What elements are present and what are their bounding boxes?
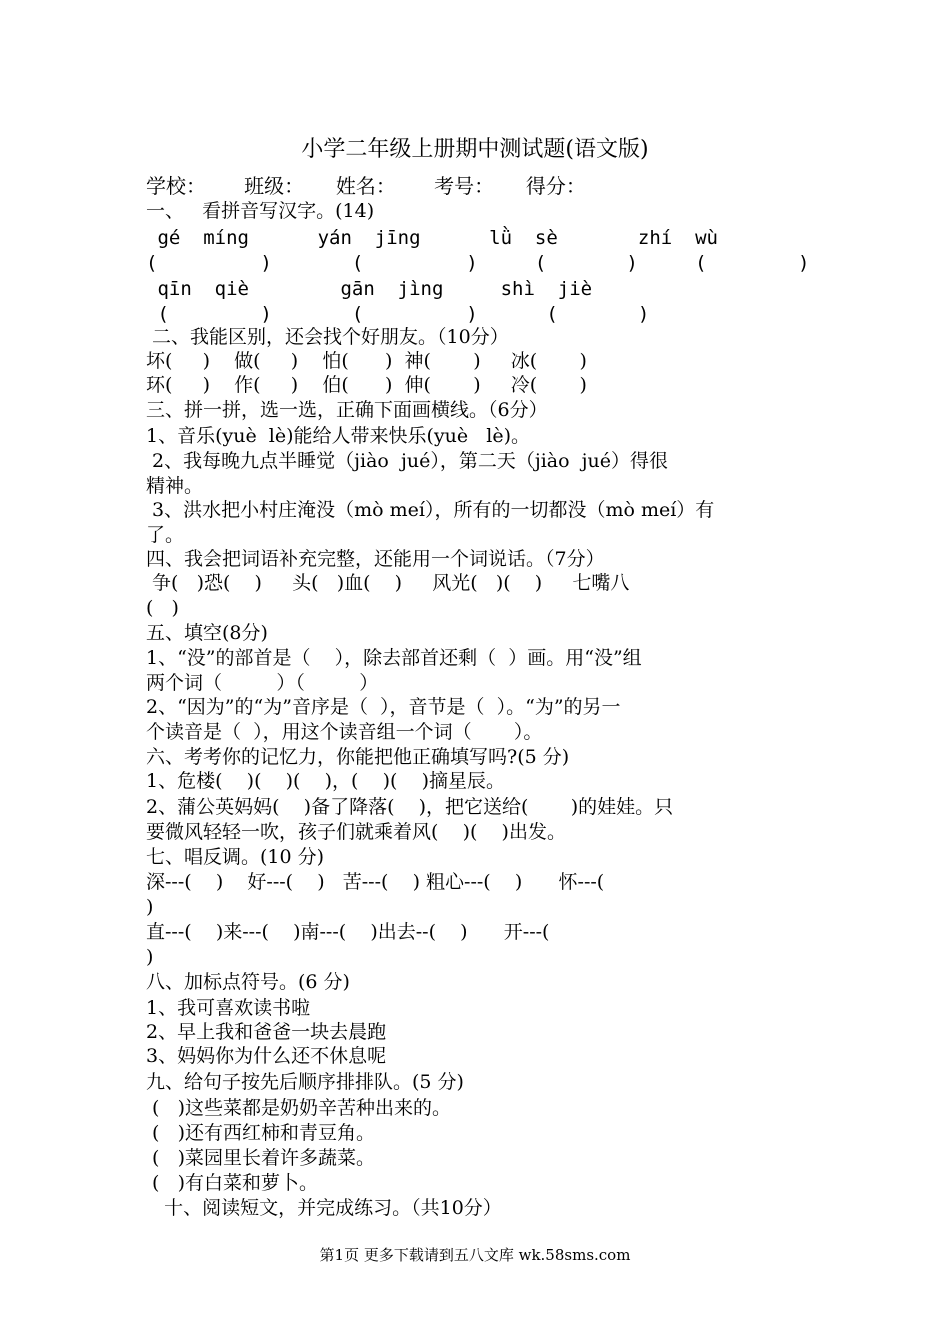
exam-line: 要微风轻轻一吹，孩子们就乘着风( )( )出发。 (146, 821, 566, 843)
exam-line: 1、音乐(yuè lè)能给人带来快乐(yuè lè)。 (146, 425, 531, 447)
exam-line: 1、危楼( )( )( )，( )( )摘星辰。 (146, 770, 506, 792)
exam-line: ) (146, 946, 154, 968)
exam-line: 3、妈妈你为什么还不休息呢 (146, 1045, 387, 1067)
page-footer: 第1页 更多下载请到五八文库 wk.58sms.com (319, 1246, 631, 1264)
exam-line: 个读音是（ ），用这个读音组一个词（ ）。 (146, 721, 543, 743)
exam-line: 直---( )来---( )南---( )出去--( ) 开---( (146, 921, 550, 943)
exam-line: ( )这些菜都是奶奶辛苦种出来的。 (146, 1097, 451, 1119)
exam-title: 小学二年级上册期中测试题(语文版) (301, 137, 649, 162)
exam-line: 精神。 (146, 475, 204, 497)
exam-line: ( )有白菜和萝卜。 (146, 1172, 318, 1194)
exam-line: 深---( ) 好---( ) 苦---( ) 粗心---( ) 怀---( (146, 871, 605, 893)
exam-line: 二、我能区别，还会找个好朋友。（10分） (146, 326, 509, 348)
exam-line: 坏( ) 做( ) 怕( ) 神( ) 冰( ) (146, 350, 587, 372)
exam-line: 3、洪水把小村庄淹没（mò meí），所有的一切都没（mò meí）有 (146, 499, 715, 521)
exam-line: 1、“没”的部首是（ ），除去部首还剩（ ）画。用“没”组 (146, 647, 642, 669)
header-fields: 学校： 班级： 姓名： 考号： 得分： (146, 174, 586, 198)
exam-line: ( ) ( ) ( ) (146, 303, 650, 325)
exam-line: 一、 看拼音写汉字。(14) (146, 200, 375, 222)
exam-line: qīn qiè gān jìng shì jiè (146, 278, 593, 300)
exam-line: 两个词（ ）（ ） (146, 672, 379, 694)
exam-line: ( )菜园里长着许多蔬菜。 (146, 1147, 375, 1169)
exam-line: 九、给句子按先后顺序排排队。(5 分) (146, 1071, 464, 1093)
exam-line: 八、加标点符号。(6 分) (146, 971, 350, 993)
exam-line: ( ) (146, 597, 179, 619)
exam-line: 四、我会把词语补充完整，还能用一个词说话。（7分） (146, 548, 605, 570)
exam-line: 争( )恐( ) 头( )血( ) 风光( )( ) 七嘴八 (146, 572, 630, 594)
exam-line: 三、拼一拼，选一选，正确下面画横线。（6分） (146, 399, 548, 421)
exam-line: 六、考考你的记忆力，你能把他正确填写吗?(5 分) (146, 746, 570, 768)
exam-line: 2、蒲公英妈妈( )备了降落( )，把它送给( )的娃娃。只 (146, 796, 674, 818)
exam-line: ( )还有西红柿和青豆角。 (146, 1122, 375, 1144)
exam-line: 1、我可喜欢读书啦 (146, 997, 311, 1019)
exam-line: 五、填空(8分) (146, 622, 268, 644)
exam-line: 2、早上我和爸爸一块去晨跑 (146, 1021, 387, 1043)
exam-line: 环( ) 作( ) 伯( ) 伸( ) 冷( ) (146, 374, 587, 396)
exam-line: ) (146, 896, 154, 918)
exam-line: 十、阅读短文，并完成练习。（共10分） (146, 1197, 502, 1219)
exam-line: 2、我每晚九点半睡觉（jiào jué），第二天（jiào jué）得很 (146, 450, 669, 472)
exam-line: ( ) ( ) ( ) ( ) (146, 252, 810, 274)
exam-line: 2、“因为”的“为”音序是（ ），音节是（ ）。“为”的另一 (146, 696, 621, 718)
exam-line: gé míng yán jīng lǜ sè zhí wù (146, 227, 718, 249)
exam-line: 了。 (146, 524, 185, 546)
exam-line: 七、唱反调。(10 分) (146, 846, 325, 868)
